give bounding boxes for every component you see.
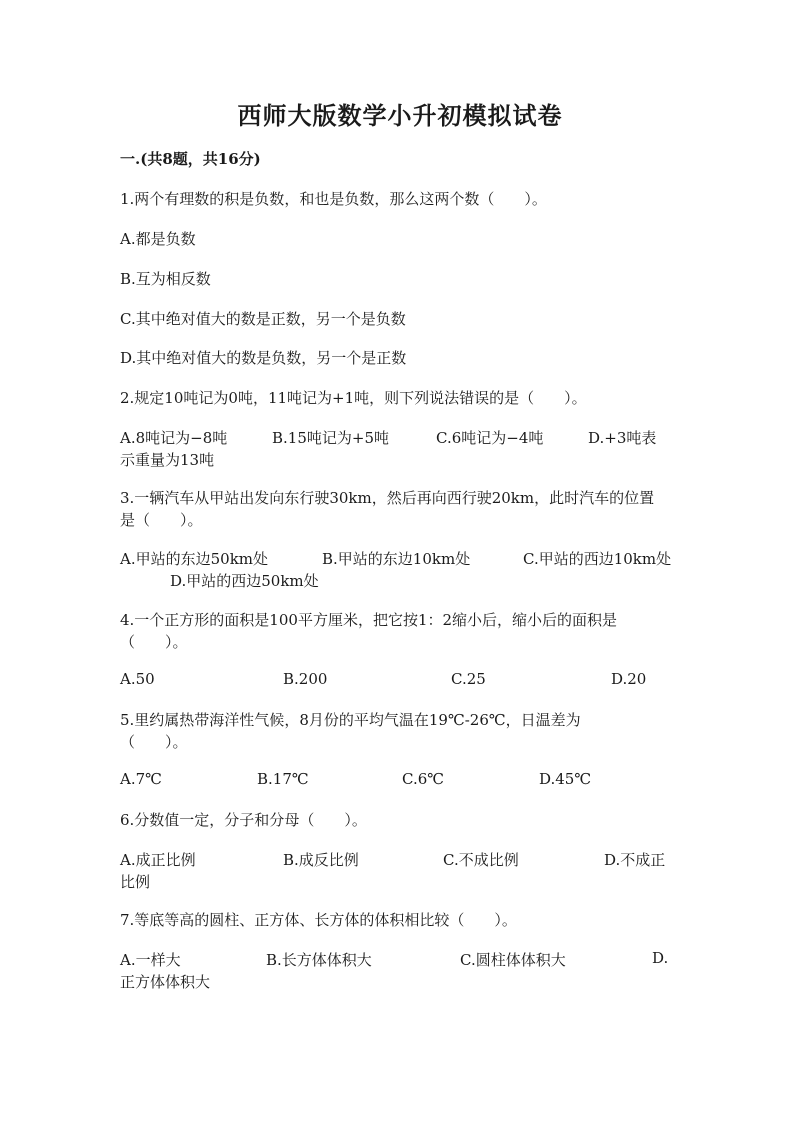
question-4-option-a: A.50: [120, 670, 155, 688]
question-3-stem: 3.一辆汽车从甲站出发向东行驶30km，然后再向西行驶20km，此时汽车的位置: [120, 489, 655, 507]
question-4-option-d: D.20: [611, 670, 647, 688]
question-7-option-b: B.长方体体积大: [266, 951, 372, 969]
question-7-option-d: D.: [652, 949, 669, 967]
question-2-stem: 2.规定10吨记为0吨，11吨记为+1吨，则下列说法错误的是（ ）。: [120, 389, 587, 407]
section-heading: 一.(共8题，共16分): [120, 150, 261, 168]
question-1-option-d: D.其中绝对值大的数是负数，另一个是正数: [120, 349, 407, 367]
question-2-option-d-continued: 示重量为13吨: [120, 451, 215, 469]
question-1-option-b: B.互为相反数: [120, 270, 211, 288]
question-6-option-d: D.不成正: [604, 851, 666, 869]
question-6-option-b: B.成反比例: [283, 851, 359, 869]
question-4-option-c: C.25: [451, 670, 486, 688]
question-3-option-d: D.甲站的西边50km处: [170, 572, 319, 590]
question-3-option-b: B.甲站的东边10km处: [322, 550, 471, 568]
question-3-option-a: A.甲站的东边50km处: [120, 550, 269, 568]
question-7-stem: 7.等底等高的圆柱、正方体、长方体的体积相比较（ ）。: [120, 911, 517, 929]
question-5-stem: 5.里约属热带海洋性气候，8月份的平均气温在19℃-26℃，日温差为: [120, 711, 581, 729]
question-1-option-c: C.其中绝对值大的数是正数，另一个是负数: [120, 310, 406, 328]
question-2-option-d: D.+3吨表: [588, 429, 657, 447]
question-5-option-b: B.17℃: [257, 770, 309, 788]
question-5-option-a: A.7℃: [120, 770, 162, 788]
question-2-option-c: C.6吨记为−4吨: [436, 429, 544, 447]
question-2-option-a: A.8吨记为−8吨: [120, 429, 228, 447]
question-4-option-b: B.200: [283, 670, 328, 688]
question-4-stem-continued: （ ）。: [120, 633, 188, 651]
question-1-stem: 1.两个有理数的积是负数，和也是负数，那么这两个数（ ）。: [120, 190, 547, 208]
question-4-stem: 4.一个正方形的面积是100平方厘米，把它按1：2缩小后，缩小后的面积是: [120, 611, 618, 629]
question-2-option-b: B.15吨记为+5吨: [272, 429, 389, 447]
question-7-option-a: A.一样大: [120, 951, 181, 969]
question-5-option-c: C.6℃: [402, 770, 445, 788]
page-title: 西师大版数学小升初模拟试卷: [237, 101, 563, 130]
question-6-option-c: C.不成比例: [443, 851, 519, 869]
question-3-option-c: C.甲站的西边10km处: [523, 550, 672, 568]
question-5-stem-continued: （ ）。: [120, 733, 188, 751]
question-5-option-d: D.45℃: [539, 770, 592, 788]
question-6-option-d-continued: 比例: [120, 873, 151, 891]
question-3-stem-continued: 是（ ）。: [120, 511, 203, 529]
question-6-stem: 6.分数值一定，分子和分母（ ）。: [120, 811, 367, 829]
question-1-option-a: A.都是负数: [120, 230, 196, 248]
question-7-option-d-continued: 正方体体积大: [120, 973, 211, 991]
question-6-option-a: A.成正比例: [120, 851, 196, 869]
question-7-option-c: C.圆柱体体积大: [460, 951, 566, 969]
